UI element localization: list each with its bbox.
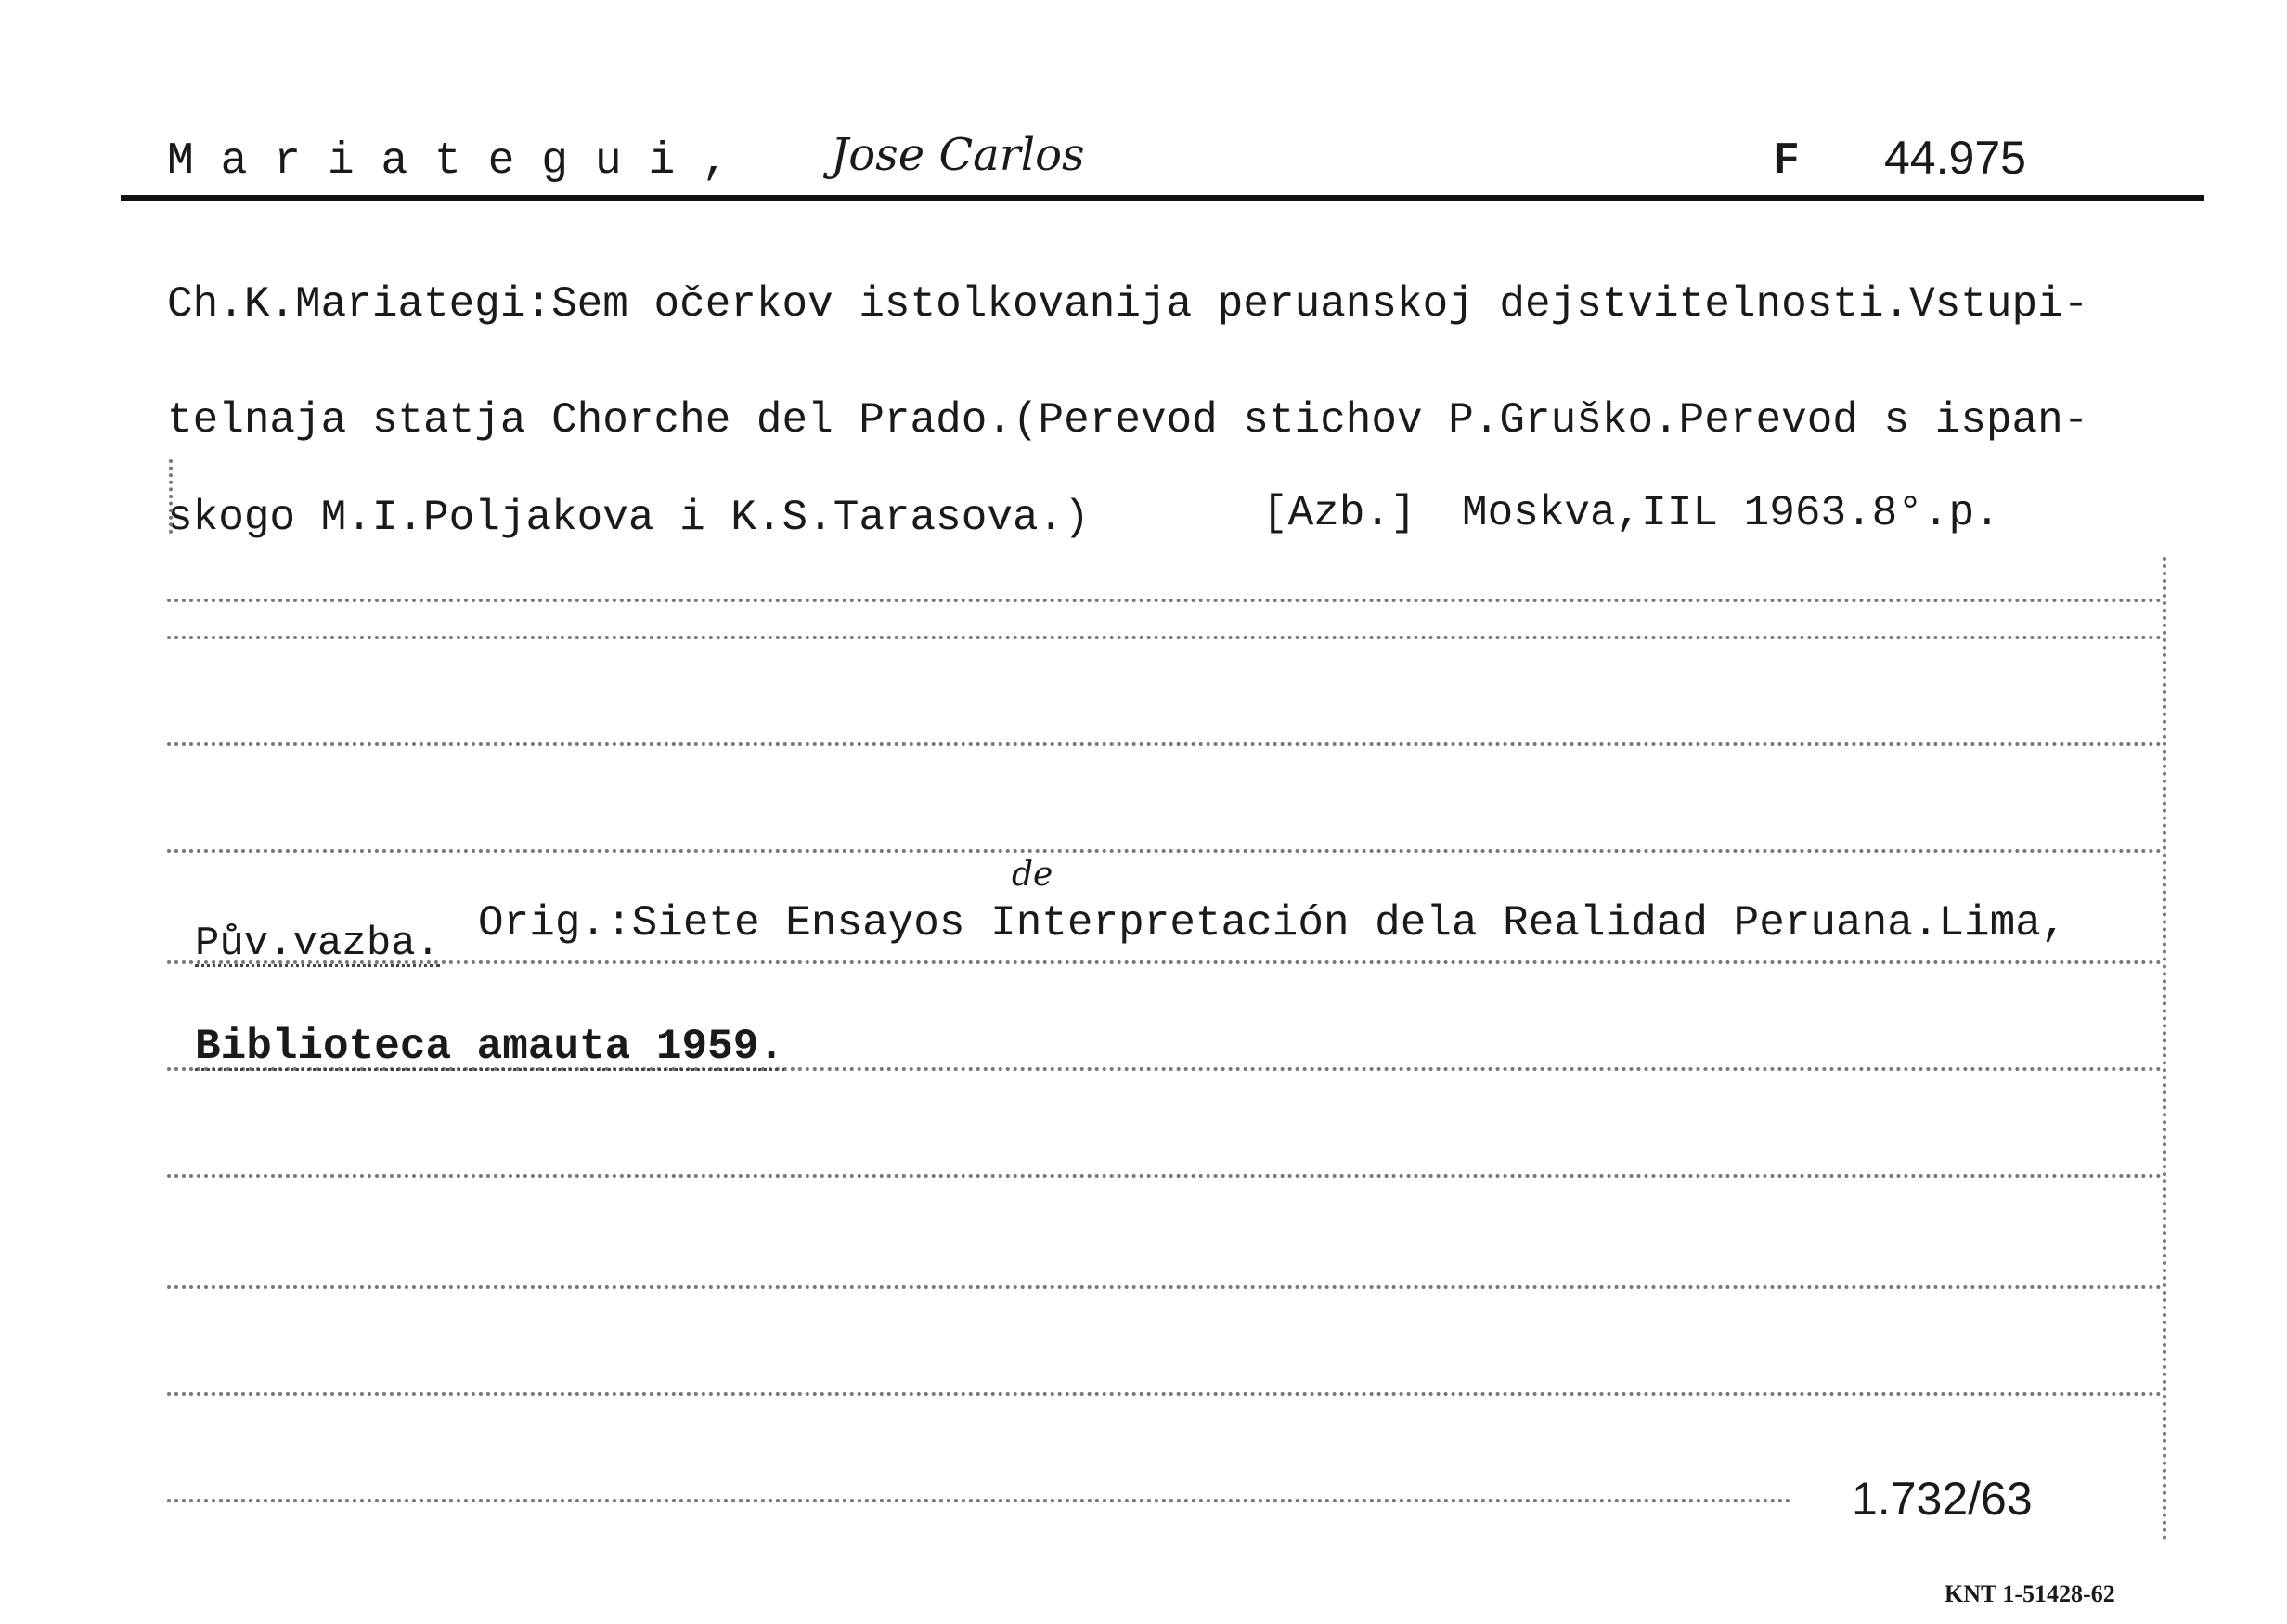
imprint: Moskva,IIL 1963.8°.p.	[1462, 489, 2000, 537]
ruled-line	[167, 1174, 2163, 1178]
ruled-line	[167, 742, 2163, 746]
left-margin-dots	[169, 459, 173, 534]
header-rule	[121, 195, 2204, 201]
script-note: [Azb.]	[1262, 489, 1416, 537]
original-title: Orig.:Siete Ensayos Interpretación dela Realidad Peruana.Lima,	[478, 899, 2067, 947]
description-line-1: Ch.K.Mariategi:Sem očerkov istolkovanija peruanskoj dejstvitelnosti.Vstupi-	[167, 280, 2089, 329]
ruled-line	[167, 1285, 2163, 1289]
ruled-line	[167, 960, 2163, 964]
ruled-line	[167, 849, 2163, 853]
ruled-line	[167, 1499, 1791, 1502]
author-surname: M a r i a t e g u i ,	[167, 136, 729, 187]
call-number: 1.732/63	[1852, 1473, 2033, 1525]
ruled-line	[167, 636, 2163, 639]
binding-note: Pův.vazba.	[195, 921, 441, 967]
description-line-3-a: skogo M.I.Poljakova i K.S.Tarasova.)	[167, 494, 1090, 542]
shelf-letter: F	[1773, 136, 1800, 187]
handwritten-insert: de	[1012, 856, 1053, 894]
shelf-number: 44.975	[1884, 132, 2026, 184]
author-given-names: Jose Carlos	[831, 129, 1085, 181]
ruled-line	[167, 599, 2163, 602]
printer-code: KNT 1-51428-62	[1945, 1580, 2115, 1607]
description-line-2: telnaja statja Chorche del Prado.(Perevod stichov P.Gruško.Perevod s ispan-	[167, 396, 2089, 445]
ruled-line	[167, 1392, 2163, 1396]
right-margin-dots	[2163, 557, 2166, 1540]
original-publisher: Biblioteca amauta 1959.	[195, 1023, 784, 1071]
